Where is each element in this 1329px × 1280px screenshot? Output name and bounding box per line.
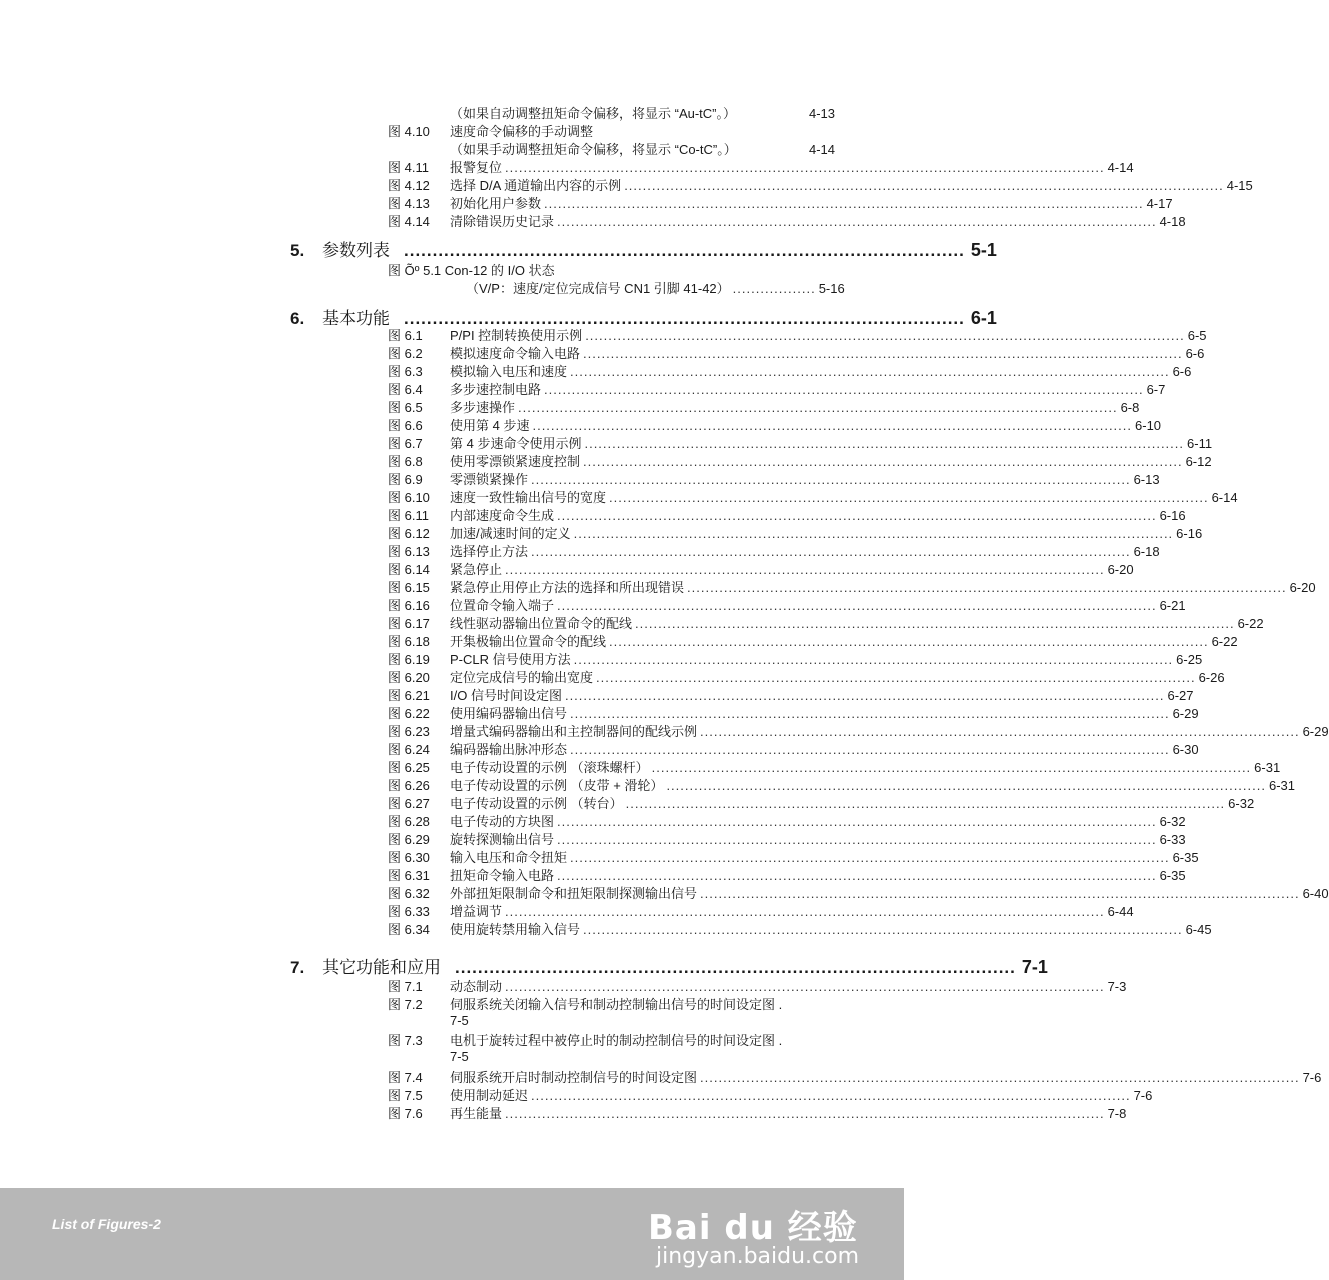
entry-page: 6-35 [1159, 868, 1186, 883]
entry-label: 图 4.12 [388, 178, 430, 193]
toc-entry[interactable] [388, 381, 1166, 399]
leader-dots: .................................................................................................................................. [700, 1070, 1300, 1085]
entry-title: 电机于旋转过程中被停止时的制动控制信号的时间设定图 . [450, 1033, 783, 1048]
leader-dots: .................................................................................................................................. [700, 886, 1300, 901]
entry-page: 6-44 [1107, 904, 1134, 919]
leader-dots: .................................................................................................................................. [624, 178, 1224, 193]
entry-title: 电子传动设置的示例 （皮带 + 滑轮） [450, 778, 664, 793]
leader-dots: .................................................................................................................................. [687, 580, 1287, 595]
entry-page: 6-27 [1167, 688, 1194, 703]
leader-dots: .................................................................................................................................. [609, 490, 1209, 505]
entry-page: 4-18 [1159, 214, 1186, 229]
leader-dots: .................................................................................................................................. [609, 634, 1209, 649]
watermark-url: jingyan.baidu.com [656, 1244, 860, 1269]
entry-title: 电子传动设置的示例 （滚珠螺杆） [450, 760, 649, 775]
entry-label: 图 6.28 [388, 814, 430, 829]
watermark-logo [648, 1200, 858, 1246]
entry-page: 6-11 [1187, 436, 1213, 451]
entry-title: （如果自动调整扭矩命令偏移，将显示 “Au-tC”。） [450, 106, 737, 121]
leader-dots: .................................................................................................................................. [651, 760, 1252, 775]
leader-dots: .................................................................................................. [404, 241, 965, 260]
toc-entry[interactable] [388, 1105, 1127, 1123]
entry-page: 6-20 [1107, 562, 1134, 577]
leader-dots: .................................................................................................................................. [557, 214, 1157, 229]
entry-title: 增益调节 [450, 904, 503, 919]
entry-label: 图 6.9 [388, 472, 423, 487]
toc-entry[interactable] [388, 453, 1212, 471]
toc-entry[interactable] [388, 345, 1205, 363]
entry-title: P-CLR 信号使用方法 [450, 652, 571, 667]
entry-title: 再生能量 [450, 1106, 503, 1121]
entry-label: 图 6.22 [388, 706, 430, 721]
entry-title: 定位完成信号的输出宽度 [450, 670, 594, 685]
entry-title: 清除错误历史记录 [450, 214, 555, 229]
toc-entry[interactable] [388, 651, 1203, 669]
entry-page: 7-5 [450, 1049, 469, 1064]
entry-title: 加速/减速时间的定义 [450, 526, 571, 541]
leader-dots: .................. [732, 281, 816, 296]
leader-dots: .................................................................................................................................. [583, 346, 1183, 361]
toc-entry[interactable] [388, 633, 1238, 651]
leader-dots: .................................................................................................................................. [635, 616, 1235, 631]
toc-entry[interactable] [388, 213, 1186, 231]
entry-page: 6-21 [1159, 598, 1186, 613]
entry-label: 图 6.21 [388, 688, 430, 703]
section-number: 5. [290, 241, 305, 260]
entry-label: 图 6.4 [388, 382, 423, 397]
entry-label: 图 6.18 [388, 634, 430, 649]
entry-title: 伺服系统关闭输入信号和制动控制输出信号的时间设定图 . [450, 997, 783, 1012]
entry-page: 6-32 [1228, 796, 1255, 811]
entry-title: 编码器输出脉冲形态 [450, 742, 568, 757]
entry-page: 6-29 [1172, 706, 1199, 721]
entry-page: 7-5 [450, 1013, 469, 1028]
toc-entry[interactable] [388, 741, 1199, 759]
entry-page: 6-26 [1198, 670, 1225, 685]
leader-dots: .................................................................................................................................. [505, 562, 1105, 577]
entry-page: 6-20 [1289, 580, 1316, 595]
toc-entry[interactable] [388, 867, 1186, 885]
section-number: 6. [290, 309, 305, 328]
leader-dots: .................................................................................................................................. [557, 598, 1157, 613]
watermark-logo-text: Bai du 经验 [648, 1208, 858, 1248]
entry-title: 伺服系统开启时制动控制信号的时间设定图 [450, 1070, 698, 1085]
toc-section-7[interactable] [290, 954, 1048, 980]
entry-title: 紧急停止用停止方法的选择和所出现错误 [450, 580, 685, 595]
toc-entry[interactable] [388, 831, 1186, 849]
entry-page: 6-5 [1187, 328, 1207, 343]
entry-title: 速度一致性输出信号的宽度 [450, 490, 607, 505]
entry-page: 6-7 [1146, 382, 1166, 397]
entry-page: 4-14 [808, 142, 835, 157]
leader-dots: .................................................................................................................................. [583, 922, 1183, 937]
toc-entry[interactable] [388, 777, 1296, 795]
entry-title: 电子传动设置的示例 （转台） [450, 796, 623, 811]
toc-entry[interactable] [388, 399, 1140, 417]
entry-label: 图 6.17 [388, 616, 430, 631]
entry-label: 图 6.34 [388, 922, 430, 937]
leader-dots: .................................................................................................................................. [570, 364, 1170, 379]
entry-page: 6-10 [1135, 418, 1162, 433]
leader-dots: .................................................................................................................................. [544, 382, 1144, 397]
leader-dots: .................................................................................................................................. [573, 652, 1174, 667]
leader-dots: .................................................................................................................................. [596, 670, 1196, 685]
toc-entry[interactable] [388, 561, 1134, 579]
entry-title: 使用旋转禁用输入信号 [450, 922, 581, 937]
leader-dots: .................................................................................................................................. [570, 850, 1170, 865]
leader-dots: .................................................................................................................................. [505, 160, 1105, 175]
section-title: 其它功能和应用 [322, 958, 441, 977]
entry-page: 6-40 [1302, 886, 1329, 901]
leader-dots: .................................................................................................................................. [585, 328, 1185, 343]
entry-page: 6-12 [1185, 454, 1212, 469]
entry-label: 图 6.1 [388, 328, 423, 343]
entry-label: 图 7.5 [388, 1088, 423, 1103]
toc-entry[interactable] [388, 435, 1213, 453]
toc-entry[interactable] [388, 669, 1225, 687]
toc-entry[interactable] [388, 507, 1186, 525]
section-page: 6-1 [970, 308, 997, 328]
entry-page: 6-22 [1211, 634, 1238, 649]
leader-dots: .................................................................................................................................. [700, 724, 1300, 739]
entry-label: 图 7.1 [388, 979, 423, 994]
entry-label: 图 7.2 [388, 997, 423, 1012]
toc-entry[interactable] [388, 489, 1238, 507]
entry-page: 6-31 [1254, 760, 1281, 775]
entry-page: 6-31 [1268, 778, 1296, 793]
toc-entry[interactable] [388, 687, 1194, 705]
leader-dots: .................................................................................................................................. [557, 832, 1157, 847]
entry-label: 图 6.25 [388, 760, 430, 775]
entry-label: 图 4.13 [388, 196, 430, 211]
leader-dots: .................................................................................................................................. [570, 742, 1170, 757]
entry-title: 动态制动 [450, 979, 503, 994]
entry-title: 使用制动延迟 [450, 1088, 529, 1103]
toc-entry[interactable] [388, 705, 1199, 723]
entry-label: 图 6.29 [388, 832, 430, 847]
leader-dots: .................................................................................................. [404, 309, 965, 328]
toc-entry[interactable] [388, 723, 1329, 741]
entry-title: 模拟速度命令输入电路 [450, 346, 581, 361]
leader-dots: .................................................................................................................................. [570, 706, 1170, 721]
entry-title: （如果手动调整扭矩命令偏移，将显示 “Co-tC”。） [450, 142, 737, 157]
entry-label: 图 6.10 [388, 490, 430, 505]
toc-entry-continuation [450, 105, 835, 123]
toc-entry[interactable] [388, 543, 1160, 561]
entry-label: 图 6.23 [388, 724, 430, 739]
section-page: 5-1 [970, 240, 997, 260]
entry-label: 图 6.15 [388, 580, 430, 595]
leader-dots: .................................................................................................................................. [544, 196, 1144, 211]
section-number: 7. [290, 958, 305, 977]
entry-page: 7-6 [1302, 1070, 1322, 1085]
entry-page: 6-16 [1176, 526, 1203, 541]
entry-label: 图 6.30 [388, 850, 430, 865]
entry-title: 图 Õº 5.1 Con-12 的 I/O 状态 [388, 263, 555, 278]
entry-title: 第 4 步速命令使用示例 [450, 436, 582, 451]
section-page: 7-1 [1021, 957, 1048, 977]
entry-label: 图 4.14 [388, 214, 430, 229]
entry-title: 速度命令偏移的手动调整 [450, 124, 594, 139]
entry-label: 图 6.3 [388, 364, 423, 379]
entry-title: 使用零漂锁紧速度控制 [450, 454, 581, 469]
entry-page: 6-25 [1176, 652, 1203, 667]
entry-label: 图 7.6 [388, 1106, 423, 1121]
entry-label: 图 6.6 [388, 418, 423, 433]
toc-entry[interactable] [388, 1069, 1322, 1087]
entry-label: 图 6.26 [388, 778, 430, 793]
entry-title: 旋转探测输出信号 [450, 832, 555, 847]
entry-label: 图 6.20 [388, 670, 430, 685]
entry-page: 6-6 [1185, 346, 1205, 361]
entry-label: 图 4.11 [388, 160, 429, 175]
entry-title: 多步速操作 [450, 400, 516, 415]
entry-label: 图 6.11 [388, 508, 429, 523]
toc-entry[interactable] [388, 159, 1134, 177]
entry-label: 图 6.7 [388, 436, 423, 451]
entry-page: 7-6 [1133, 1088, 1153, 1103]
entry-title: 使用编码器输出信号 [450, 706, 568, 721]
toc-entry[interactable] [388, 597, 1186, 615]
entry-title: 外部扭矩限制命令和扭矩限制探测输出信号 [450, 886, 698, 901]
entry-title: 输入电压和命令扭矩 [450, 850, 568, 865]
entry-label: 图 6.14 [388, 562, 430, 577]
leader-dots: .................................................................................................................................. [583, 454, 1183, 469]
entry-label: 图 7.4 [388, 1070, 423, 1085]
toc-entry[interactable] [388, 885, 1329, 903]
leader-dots: .................................................................................................................................. [531, 544, 1131, 559]
toc-entry[interactable] [388, 849, 1199, 867]
leader-dots: .................................................................................................................................. [505, 904, 1105, 919]
entry-label: 图 7.3 [388, 1033, 423, 1048]
entry-label: 图 6.31 [388, 868, 430, 883]
leader-dots: .................................................................................................................................. [532, 418, 1133, 433]
entry-title: 内部速度命令生成 [450, 508, 555, 523]
entry-label: 图 6.12 [388, 526, 430, 541]
entry-page: 6-14 [1211, 490, 1238, 505]
toc-entry[interactable] [388, 1087, 1153, 1105]
leader-dots: .................................................................................................................................. [625, 796, 1226, 811]
entry-title: 报警复位 [450, 160, 503, 175]
toc-section-5[interactable] [290, 237, 997, 263]
leader-dots: .................................................................................................................................. [573, 526, 1174, 541]
entry-page: 7-3 [1107, 979, 1127, 994]
entry-page: 4-13 [808, 106, 835, 121]
entry-page: 6-35 [1172, 850, 1199, 865]
entry-title: I/O 信号时间设定图 [450, 688, 562, 703]
leader-dots: .................................................................................................................................. [557, 814, 1157, 829]
leader-dots: .................................................................................................................................. [666, 778, 1266, 793]
leader-dots: .................................................................................................................................. [531, 472, 1131, 487]
entry-label: 图 6.24 [388, 742, 430, 757]
entry-title: 使用第 4 步速 [450, 418, 530, 433]
entry-label: 图 6.19 [388, 652, 430, 667]
toc-entry[interactable] [388, 195, 1173, 213]
entry-label: 图 6.32 [388, 886, 430, 901]
toc-entry[interactable] [388, 363, 1192, 381]
leader-dots: .................................................................................................................................. [584, 436, 1185, 451]
entry-page: 6-8 [1120, 400, 1140, 415]
toc-entry[interactable] [388, 615, 1264, 633]
entry-page: 6-16 [1159, 508, 1186, 523]
entry-page: 6-13 [1133, 472, 1160, 487]
toc-entry[interactable] [388, 327, 1207, 345]
toc-entry[interactable] [388, 978, 1127, 996]
toc-entry[interactable] [388, 525, 1203, 543]
entry-title: 紧急停止 [450, 562, 503, 577]
entry-label: 图 6.2 [388, 346, 423, 361]
entry-title: 开集极输出位置命令的配线 [450, 634, 607, 649]
leader-dots: .................................................................................................................................. [531, 1088, 1131, 1103]
toc-entry[interactable] [388, 903, 1134, 921]
leader-dots: .................................................................................................................................. [505, 979, 1105, 994]
entry-title: 模拟输入电压和速度 [450, 364, 568, 379]
entry-label: 图 6.16 [388, 598, 430, 613]
entry-label: 图 6.27 [388, 796, 430, 811]
entry-title: 初始化用户参数 [450, 196, 542, 211]
section-title: 基本功能 [322, 309, 390, 328]
entry-label: 图 4.10 [388, 124, 430, 139]
entry-title: 增量式编码器输出和主控制器间的配线示例 [450, 724, 698, 739]
leader-dots: .................................................................................................................................. [557, 508, 1157, 523]
toc-entry-continuation [450, 141, 835, 159]
leader-dots: .................................................................................................................................. [505, 1106, 1105, 1121]
toc-entry[interactable] [388, 921, 1212, 939]
entry-label: 图 6.33 [388, 904, 430, 919]
leader-dots: .................................................................................................................................. [557, 868, 1157, 883]
entry-page: 6-33 [1159, 832, 1186, 847]
leader-dots: .................................................................................................................................. [518, 400, 1118, 415]
entry-title: 多步速控制电路 [450, 382, 542, 397]
entry-title: 电子传动的方块图 [450, 814, 555, 829]
toc-entry[interactable] [388, 759, 1281, 777]
entry-title: 零漂锁紧操作 [450, 472, 529, 487]
entry-label: 图 6.5 [388, 400, 423, 415]
toc-entry[interactable] [388, 795, 1255, 813]
entry-page: 4-17 [1146, 196, 1173, 211]
entry-page: 5-16 [818, 281, 845, 296]
entry-page: 6-6 [1172, 364, 1192, 379]
entry-page: 6-32 [1159, 814, 1186, 829]
entry-title: 线性驱动器输出位置命令的配线 [450, 616, 633, 631]
entry-page: 4-14 [1107, 160, 1134, 175]
entry-label: 图 6.13 [388, 544, 430, 559]
toc-entry[interactable] [388, 813, 1186, 831]
entry-page: 6-22 [1237, 616, 1264, 631]
toc-entry[interactable] [388, 123, 835, 141]
entry-title: P/PI 控制转换使用示例 [450, 328, 583, 343]
entry-page: 6-30 [1172, 742, 1199, 757]
entry-page: 4-15 [1226, 178, 1253, 193]
toc-entry-continuation [466, 280, 845, 298]
entry-page: 6-29 [1302, 724, 1329, 739]
toc-entry[interactable] [388, 177, 1253, 195]
leader-dots: .................................................................................................. [455, 958, 1016, 977]
entry-title: （V/P：速度/定位完成信号 CN1 引脚 41-42） [466, 281, 730, 296]
toc-entry[interactable] [388, 262, 835, 280]
entry-page: 6-18 [1133, 544, 1160, 559]
page-footer [0, 1188, 904, 1280]
entry-title: 选择停止方法 [450, 544, 529, 559]
section-title: 参数列表 [322, 241, 390, 260]
footer-caption: List of Figures-2 [52, 1216, 161, 1232]
toc-entry[interactable] [388, 471, 1160, 489]
entry-label: 图 6.8 [388, 454, 423, 469]
entry-title: 扭矩命令输入电路 [450, 868, 555, 883]
entry-title: 选择 D/A 通道输出内容的示例 [450, 178, 622, 193]
leader-dots: .................................................................................................................................. [564, 688, 1165, 703]
entry-page: 7-8 [1107, 1106, 1127, 1121]
entry-page: 6-45 [1185, 922, 1212, 937]
entry-title: 位置命令输入端子 [450, 598, 555, 613]
toc-entry[interactable] [388, 417, 1162, 435]
toc-entry[interactable] [388, 579, 1316, 597]
